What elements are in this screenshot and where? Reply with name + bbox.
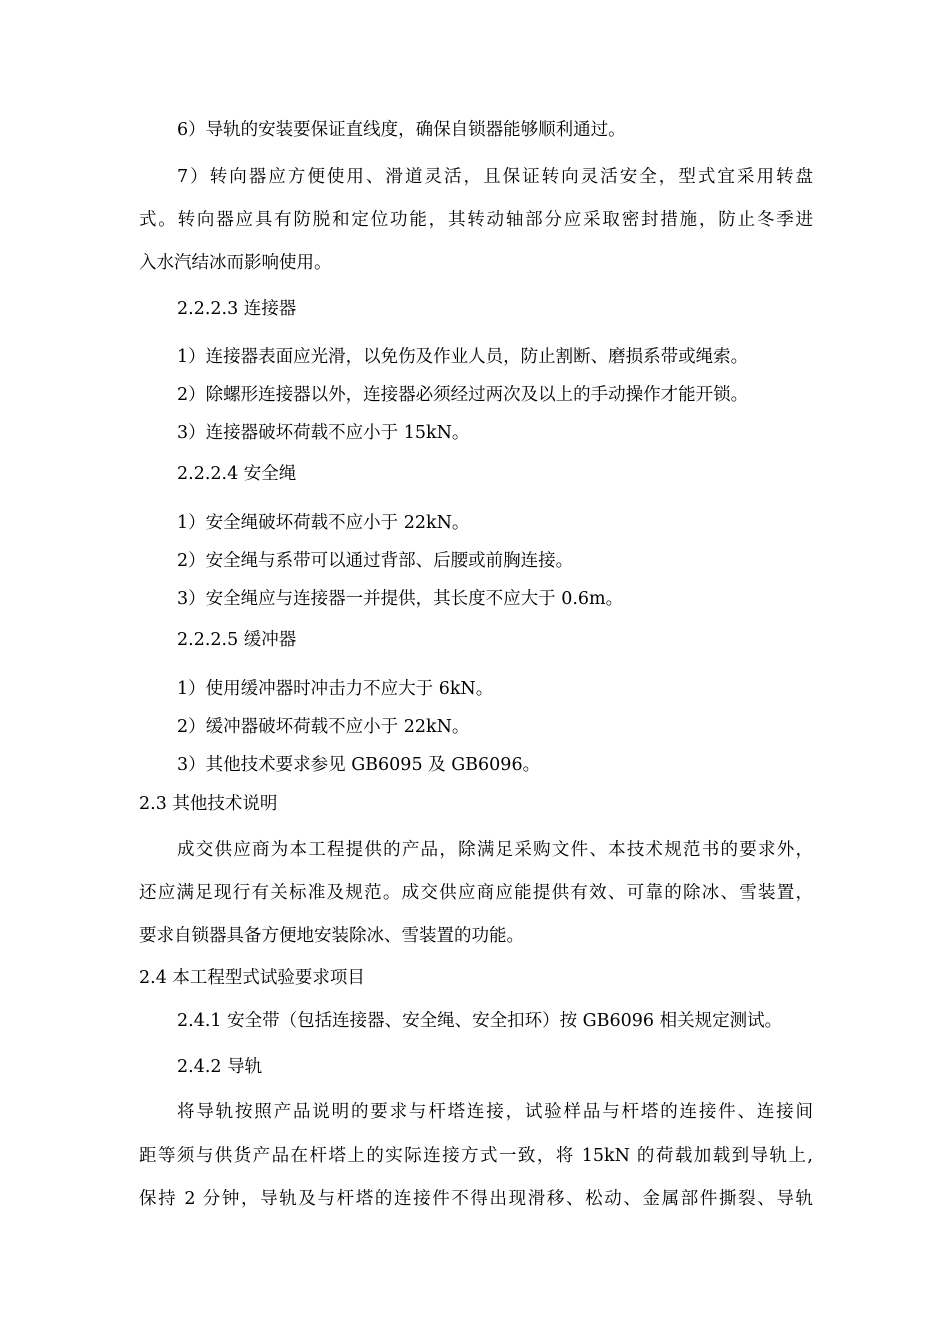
paragraph-line: 将导轨按照产品说明的要求与杆塔连接，试验样品与杆塔的连接件、连接间: [177, 1102, 813, 1122]
list-item: 2）安全绳与系带可以通过背部、后腰或前胸连接。: [177, 551, 574, 571]
list-item: 1）连接器表面应光滑，以免伤及作业人员，防止割断、磨损系带或绳索。: [177, 347, 749, 367]
list-item: 1）使用缓冲器时冲击力不应大于 6kN。: [177, 679, 494, 699]
list-item: 2）缓冲器破坏荷载不应小于 22kN。: [177, 717, 470, 737]
paragraph-line: 成交供应商为本工程提供的产品，除满足采购文件、本技术规范书的要求外，: [177, 840, 813, 860]
list-item: 1）安全绳破坏荷载不应小于 22kN。: [177, 513, 470, 533]
paragraph-line: 入水汽结冰而影响使用。: [139, 253, 332, 273]
section-heading: 2.2.2.5 缓冲器: [177, 630, 297, 650]
paragraph-line: 还应满足现行有关标准及规范。成交供应商应能提供有效、可靠的除冰、雪装置，: [139, 883, 813, 903]
list-item: 3）安全绳应与连接器一并提供，其长度不应大于 0.6m。: [177, 589, 624, 609]
list-item: 3）其他技术要求参见 GB6095 及 GB6096。: [177, 755, 541, 775]
list-item: 2）除螺形连接器以外，连接器必须经过两次及以上的手动操作才能开锁。: [177, 385, 749, 405]
paragraph-line: 7）转向器应方便使用、滑道灵活，且保证转向灵活安全，型式宜采用转盘: [177, 167, 813, 187]
paragraph-line: 距等须与供货产品在杆塔上的实际连接方式一致，将 15kN 的荷载加载到导轨上,: [139, 1146, 813, 1166]
paragraph-line: 要求自锁器具备方便地安装除冰、雪装置的功能。: [139, 926, 524, 946]
paragraph-line: 保持 2 分钟，导轨及与杆塔的连接件不得出现滑移、松动、金属部件撕裂、导轨: [139, 1189, 813, 1209]
section-heading: 2.4 本工程型式试验要求项目: [139, 968, 365, 988]
section-heading: 2.4.2 导轨: [177, 1057, 263, 1077]
section-heading: 2.2.2.4 安全绳: [177, 464, 297, 484]
paragraph-line: 式。转向器应具有防脱和定位功能，其转动轴部分应采取密封措施，防止冬季进: [139, 210, 813, 230]
section-heading: 2.3 其他技术说明: [139, 794, 278, 814]
list-item: 6）导轨的安装要保证直线度，确保自锁器能够顺利通过。: [177, 120, 626, 140]
list-item: 3）连接器破坏荷载不应小于 15kN。: [177, 423, 470, 443]
paragraph-line: 2.4.1 安全带（包括连接器、安全绳、安全扣环）按 GB6096 相关规定测试。: [177, 1011, 783, 1031]
section-heading: 2.2.2.3 连接器: [177, 299, 297, 319]
